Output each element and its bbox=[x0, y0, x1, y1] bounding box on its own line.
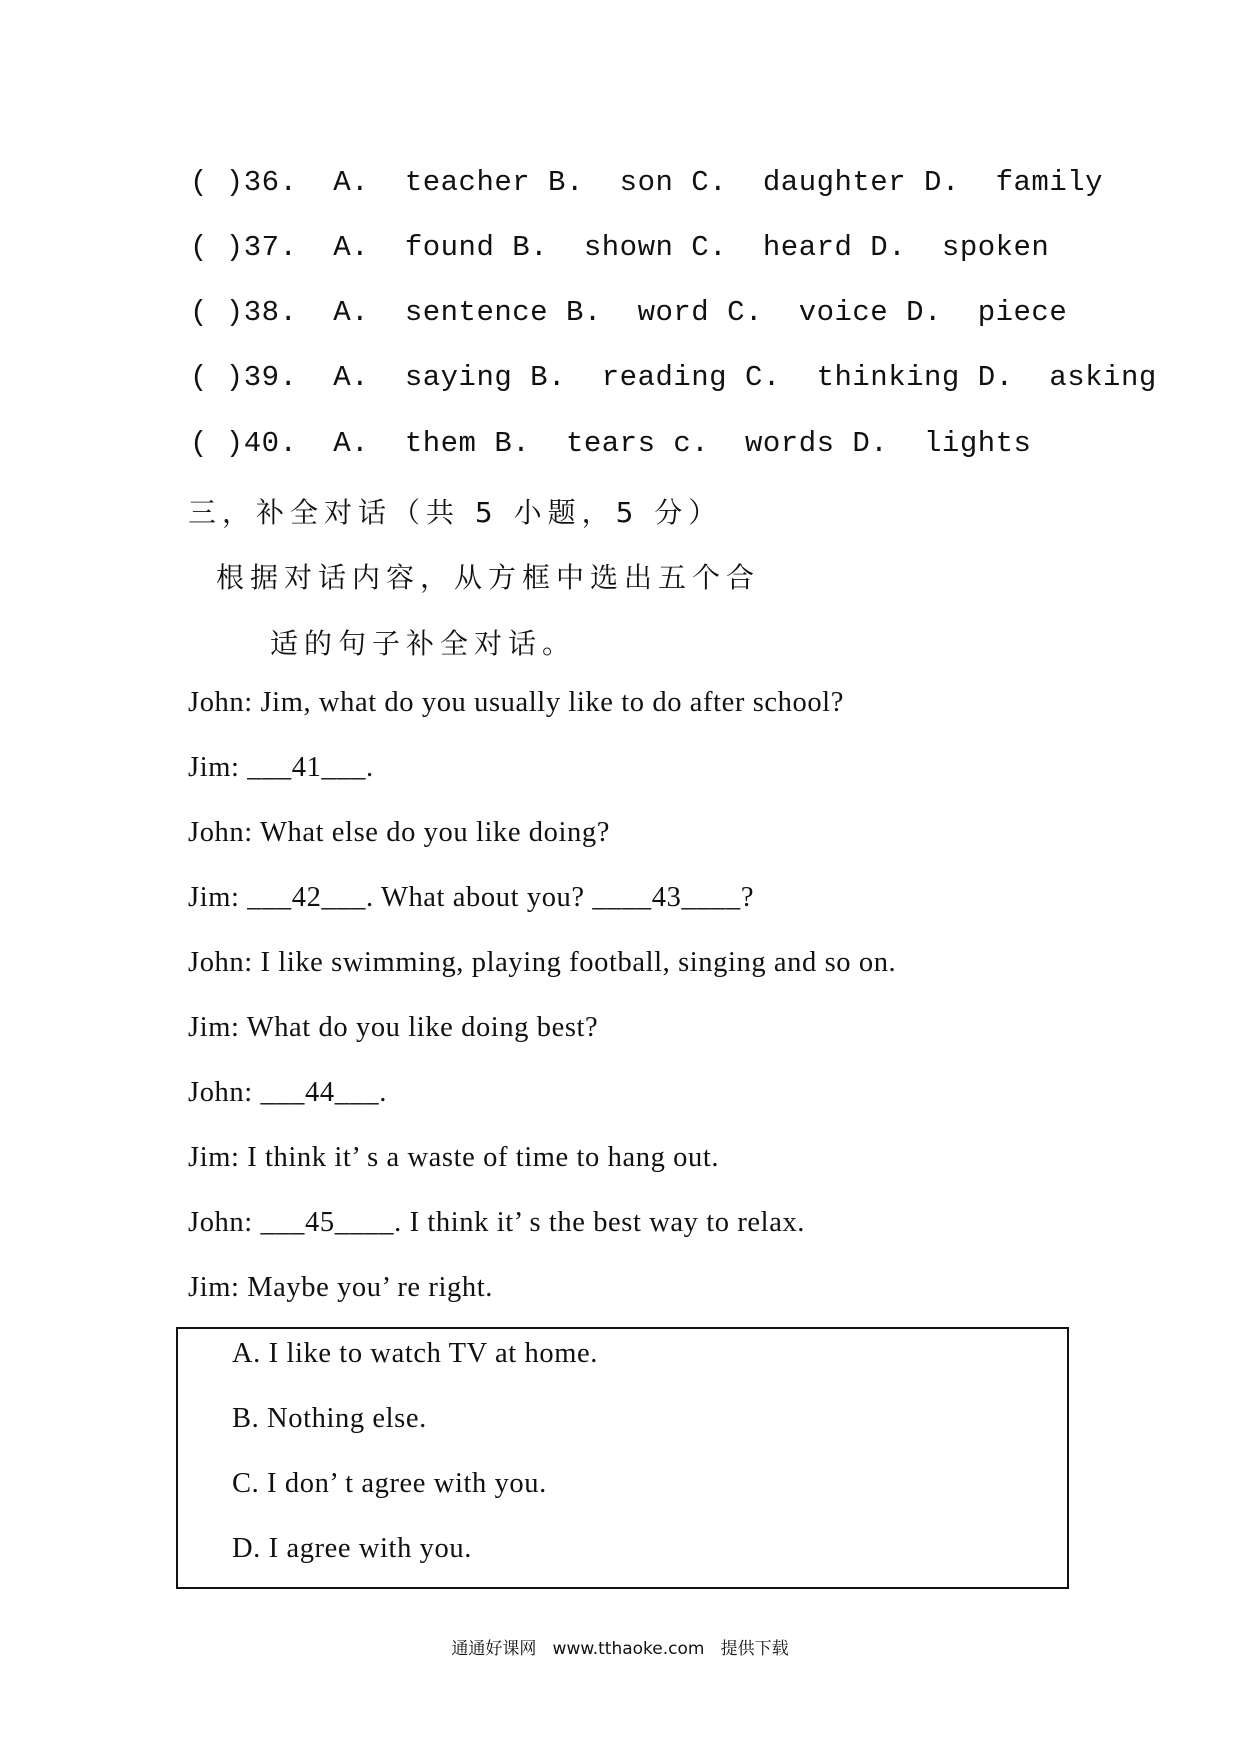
option-b: B. Nothing else. bbox=[232, 1403, 427, 1434]
dialogue-line-1: John: Jim, what do you usually like to do after school? bbox=[188, 687, 844, 718]
dialogue-line-6: Jim: What do you like doing best? bbox=[188, 1012, 599, 1043]
mc-item-37: ( )37. A. found B. shown C. heard D. spoken bbox=[190, 231, 1050, 264]
section-instruction-line-1: 根据对话内容，从方框中选出五个合 bbox=[216, 561, 761, 594]
dialogue-line-8: Jim: I think it’ s a waste of time to hang out. bbox=[188, 1142, 720, 1173]
section-instruction-line-2: 适的句子补全对话。 bbox=[270, 627, 577, 660]
dialogue-line-3: John: What else do you like doing? bbox=[188, 817, 610, 848]
dialogue-line-5: John: I like swimming, playing football, singing and so on. bbox=[188, 947, 897, 978]
dialogue-line-2: Jim: ___41___. bbox=[188, 752, 374, 783]
dialogue-line-7: John: ___44___. bbox=[188, 1077, 388, 1108]
option-c: C. I don’ t agree with you. bbox=[232, 1468, 547, 1499]
option-a: A. I like to watch TV at home. bbox=[232, 1338, 598, 1369]
dialogue-line-10: Jim: Maybe you’ re right. bbox=[188, 1272, 493, 1303]
dialogue-line-4: Jim: ___42___. What about you? ____43____? bbox=[188, 882, 755, 913]
section-heading: 三，补全对话（共 5 小题，5 分） bbox=[188, 496, 723, 529]
option-d: D. I agree with you. bbox=[232, 1533, 472, 1564]
mc-item-36: ( )36. A. teacher B. son C. daughter D. family bbox=[190, 166, 1104, 199]
mc-item-39: ( )39. A. saying B. reading C. thinking D. asking bbox=[190, 361, 1157, 394]
dialogue-line-9: John: ___45____. I think it’ s the best way to relax. bbox=[188, 1207, 806, 1238]
mc-item-40: ( )40. A. them B. tears c. words D. lights bbox=[190, 427, 1032, 460]
page-footer: 通通好课网 www.tthaoke.com 提供下载 bbox=[451, 1639, 789, 1659]
mc-item-38: ( )38. A. sentence B. word C. voice D. piece bbox=[190, 296, 1068, 329]
